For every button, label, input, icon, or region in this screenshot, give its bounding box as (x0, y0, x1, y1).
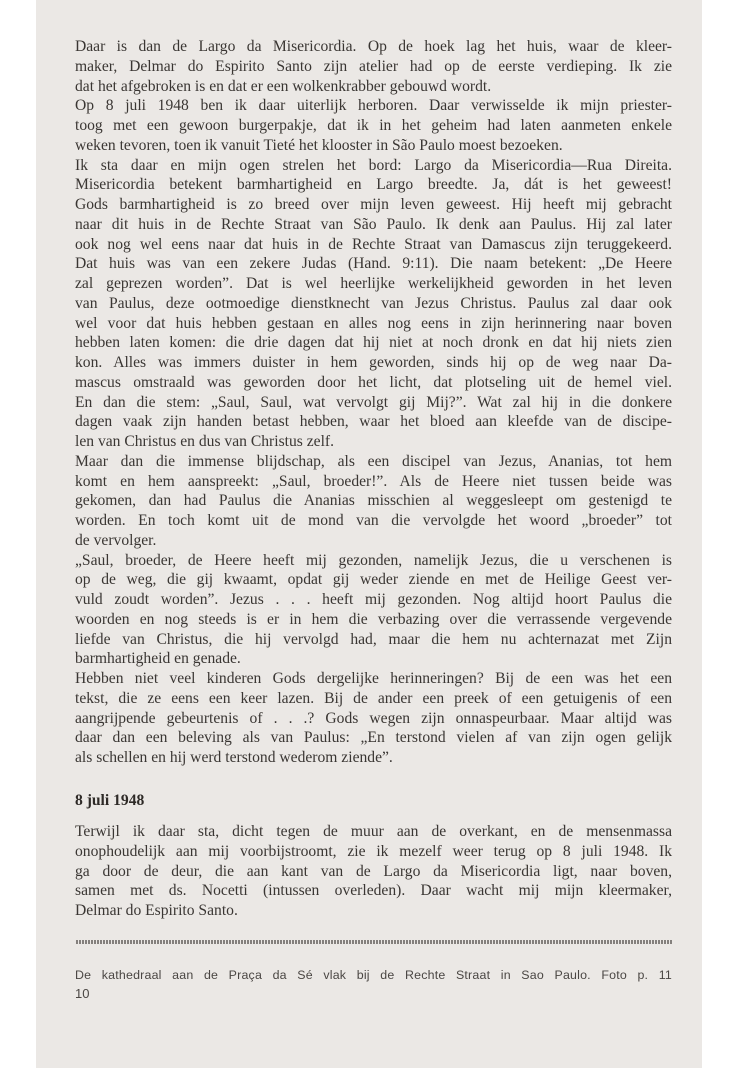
text-line: worden. En toch komt uit de mond van die vervolgde het woord „broeder” tot (75, 512, 672, 529)
text-line: Terwijl ik daar sta, dicht tegen de muur aan de overkant, en de mensenmassa (75, 823, 672, 840)
paragraph (75, 156, 672, 452)
text-line: Maar dan die immense blijdschap, als een discipel van Jezus, Ananias, tot hem (75, 452, 672, 470)
photo-caption (75, 966, 672, 985)
text-line: komt en hem aanspreekt: „Saul, broeder!”. Als de Heere niet tussen beide was (75, 472, 672, 490)
text-line: Hebben niet veel kinderen Gods dergelijke herinneringen? Bij de een was het een (75, 670, 672, 687)
text-line: barmhartigheid en genade. (75, 650, 241, 668)
text-line: ga door de deur, die aan kant van de Largo da Misericordia ligt, naar boven, (75, 862, 672, 880)
main-text (75, 37, 672, 768)
text-line: Daar is dan de Largo da Misericordia. Op de hoek lag het huis, waar de kleer- (75, 38, 672, 55)
paragraph (75, 669, 672, 768)
page-number: 10 (75, 986, 90, 1001)
text-line: daar dan een beleving als van Paulus: „En terstond vielen af van zijn ogen gelijk (75, 729, 672, 747)
text-line: samen met ds. Nocetti (intussen overleden). Daar wacht mij mijn kleermaker, (75, 882, 672, 900)
text-line: hebben laten komen: die drie dagen dat hij niet at noch dronk en dat hij niets zien (75, 334, 672, 352)
text-line: aangrijpende gebeurtenis of . . .? Gods wegen zijn onnaspeurbaar. Maar altijd was (75, 709, 672, 727)
text-line: onophoudelijk aan mij voorbijstroomt, zie ik mezelf weer terug op 8 juli 1948. Ik (75, 842, 672, 860)
text-line: „Saul, broeder, de Heere heeft mij gezonden, namelijk Jezus, die u verschenen is (75, 551, 672, 569)
section-text (75, 822, 672, 921)
text-line: maker, Delmar do Espirito Santo zijn atelier had op de eerste verdieping. Ik zie (75, 57, 672, 75)
text-line: gekomen, dan had Paulus die Ananias misschien al weggesleept om gestenigd te (75, 492, 672, 510)
text-line: als schellen en hij werd terstond wederom ziende”. (75, 749, 393, 766)
text-line: mascus omstraald was geworden door het licht, dat plotseling uit de hemel viel. (75, 373, 672, 391)
paragraph (75, 96, 672, 155)
text-line: toog met een gewoon burgerpakje, dat ik in het geheim had laten aanmeten enkele (75, 117, 672, 134)
text-line: kon. Alles was immers duister in hem geworden, sinds hij op de weg naar Da- (75, 354, 672, 371)
text-line: ook nog wel eens naar dat huis in de Rechte Straat van Damascus zijn teruggekeerd. (75, 235, 672, 253)
text-line: zal geprezen worden”. Dat is wel heerlijke werkelijkheid geworden in het leven (75, 275, 672, 292)
text-line: wel voor dat huis hebben gestaan en alles nog eens in zijn herinnering naar boven (75, 314, 672, 332)
text-line: Ik sta daar en mijn ogen strelen het bord: Largo da Misericordia—Rua Direita. (75, 156, 672, 174)
text-line: Dat huis was van een zekere Judas (Hand. 9:11). Die naam betekent: „De Heere (75, 255, 672, 273)
text-line: de vervolger. (75, 531, 157, 549)
text-line: Delmar do Espirito Santo. (75, 902, 238, 919)
text-line: En dan die stem: „Saul, Saul, wat vervolgt gij Mij?”. Wat zal hij in die donkere (75, 393, 672, 411)
paragraph (75, 822, 672, 921)
paragraph (75, 452, 672, 551)
text-line: weken tevoren, toen ik vanuit Tieté het klooster in São Paulo moest bezoeken. (75, 136, 563, 154)
wavy-divider (76, 940, 672, 944)
text-line: Op 8 juli 1948 ben ik daar uiterlijk herboren. Daar verwisselde ik mijn priester- (75, 97, 672, 115)
text-line: dat het afgebroken is en dat er een wolkenkrabber gebouwd wordt. (75, 77, 492, 95)
text-line: len van Christus en dus van Christus zelf. (75, 433, 334, 450)
text-line: liefde van Christus, die hij vervolgd had, maar die hem nu achternazat met Zijn (75, 630, 672, 648)
text-line: dagen vaak zijn handen betast hebben, waar het bloed aan kleefde van de discipe- (75, 413, 672, 431)
text-line: Misericordia betekent barmhartigheid en Largo breedte. Ja, dát is het geweest! (75, 176, 672, 194)
paragraph (75, 37, 672, 96)
text-line: woorden en nog steeds is er in hem die verbazing over die verrassende vergevende (75, 610, 672, 628)
text-line: naar dit huis in de Rechte Straat van São Paulo. Ik denk aan Paulus. Hij zal later (75, 215, 672, 233)
section-heading: 8 juli 1948 (75, 792, 145, 809)
text-line: op de weg, die gij kwaamt, opdat gij weder ziende en met de Heilige Geest ver- (75, 571, 672, 589)
paragraph (75, 551, 672, 670)
text-line: van Paulus, deze ootmoedige dienstknecht van Jezus Christus. Paulus zal daar ook (75, 294, 672, 312)
text-line: tekst, die ze eens een keer lazen. Bij de ander een preek of een getuigenis of een (75, 689, 672, 707)
caption-text: De kathedraal aan de Praça da Sé vlak bij de Rechte Straat in Sao Paulo. Foto p. 11 (75, 968, 672, 982)
text-line: Gods barmhartigheid is zo breed over mijn leven geweest. Hij heeft mij gebracht (75, 196, 672, 213)
text-line: vuld zoudt worden”. Jezus . . . heeft mij gezonden. Nog altijd hoort Paulus die (75, 591, 672, 608)
